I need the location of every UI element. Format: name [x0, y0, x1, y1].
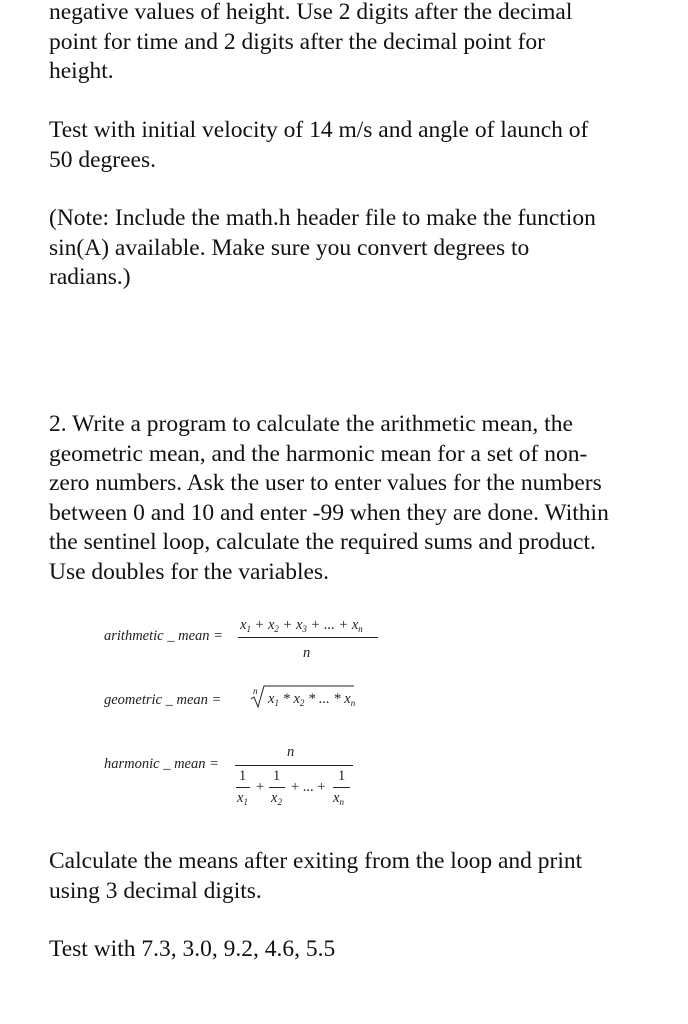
arithmetic-numerator: $x_1 + x_2 + x_3$ + ... + $x_n$ — [240, 617, 363, 634]
x1-term: $x_1$ — [237, 790, 248, 807]
height-format-paragraph — [49, 0, 664, 87]
text-line: radians.) — [49, 264, 131, 290]
text-line: Use doubles for the variables. — [49, 558, 329, 585]
text-line: sin(A) available. Make sure you convert degrees to — [49, 234, 530, 261]
arithmetic-denominator: n — [303, 645, 311, 661]
geometric-mean-label: geometric _ mean = — [104, 692, 222, 708]
text-line: height. — [49, 58, 114, 84]
text-line: 2. Write a program to calculate the arithmetic mean, the — [49, 411, 573, 437]
test-velocity-paragraph — [49, 116, 664, 175]
test-values-paragraph — [49, 935, 664, 965]
plus-sign: + — [256, 779, 265, 795]
text-line: Test with initial velocity of 14 m/s and angle of launch of — [49, 117, 589, 143]
harmonic-mean-label: harmonic _ mean = — [104, 756, 219, 772]
text-line: (Note: Include the math.h header file to make the function — [49, 205, 596, 231]
xn-term: $x_n$ — [333, 790, 344, 807]
calculate-means-paragraph — [49, 847, 664, 906]
x2-term: $x_2$ — [271, 790, 282, 807]
text-line: Test with 7.3, 3.0, 9.2, 4.6, 5.5 — [49, 936, 336, 962]
fraction-bar — [269, 787, 285, 788]
plus-ellipsis: + ... + — [291, 779, 326, 795]
one-digit: 1 — [338, 768, 346, 784]
text-line: zero numbers. Ask the user to enter values for the numbers — [49, 470, 602, 496]
fraction-bar — [235, 765, 353, 766]
text-line: point for time and 2 digits after the decimal point for — [49, 28, 545, 55]
one-digit: 1 — [239, 768, 247, 784]
one-digit: 1 — [273, 768, 281, 784]
root-index: n — [253, 686, 258, 696]
geometric-radicand: $x_1 * x_2$ * ... * $x_n$ — [268, 691, 356, 708]
fraction-bar — [333, 787, 350, 788]
text-line: Calculate the means after exiting from the loop and print — [49, 848, 583, 874]
text-line: geometric mean, and the harmonic mean for a set of non- — [49, 440, 588, 467]
arithmetic-mean-label: arithmetic _ mean = — [104, 628, 223, 644]
text-line: the sentinel loop, calculate the required sums and product. — [49, 529, 596, 555]
note-paragraph — [49, 204, 664, 293]
harmonic-numerator: n — [287, 744, 295, 760]
fraction-bar — [236, 787, 250, 788]
text-line: between 0 and 10 and enter -99 when they are done. Within — [49, 499, 609, 526]
text-line: using 3 decimal digits. — [49, 877, 262, 904]
problem-2-paragraph — [49, 410, 664, 587]
fraction-bar — [238, 637, 378, 638]
text-line: 50 degrees. — [49, 146, 157, 173]
text-line: negative values of height. Use 2 digits after the decimal — [49, 0, 573, 25]
